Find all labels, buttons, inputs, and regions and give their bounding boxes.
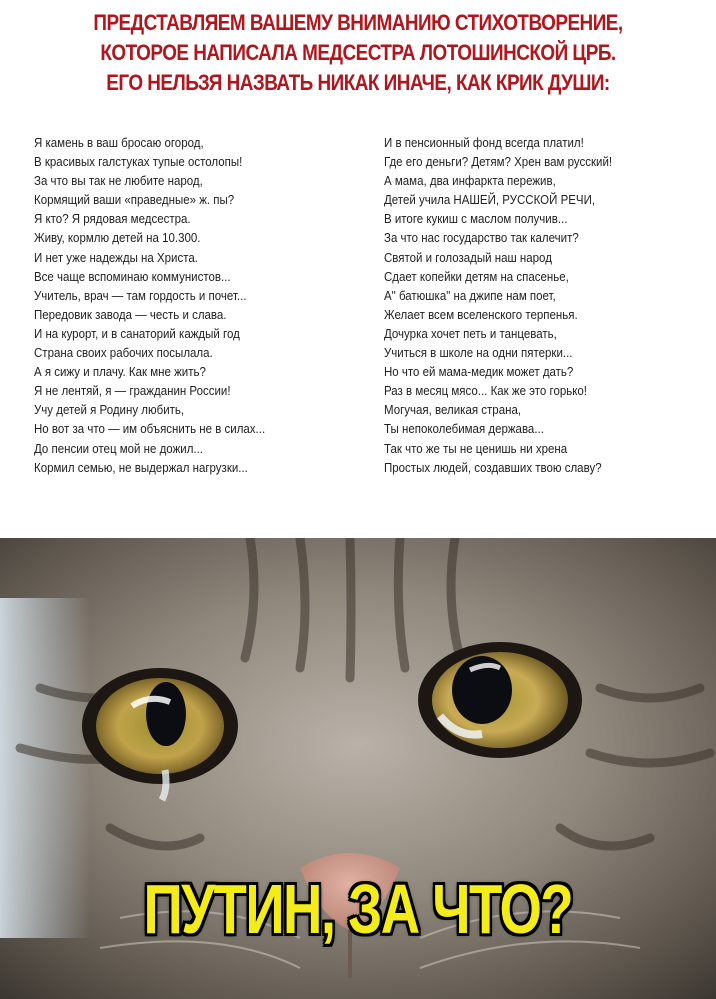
poem-line: И на курорт, и в санаторий каждый год (34, 326, 240, 341)
poem-line: Страна своих рабочих посылала. (34, 346, 213, 361)
caption-banner (0, 869, 716, 949)
headline-line-2: КОТОРОЕ НАПИСАЛА МЕДСЕСТРА ЛОТОШИНСКОЙ ЦРБ. (100, 40, 616, 65)
poem-line: Я не лентяй, я — гражданин России! (34, 384, 231, 399)
poem-line: Где его деньги? Детям? Хрен вам русский! (384, 155, 613, 170)
caption-text: ПУТИН, ЗА ЧТО? (143, 870, 573, 948)
poem-line: Учиться в школе на одни пятерки... (384, 346, 573, 361)
poem-line: Так что же ты не ценишь ни хрена (384, 441, 568, 456)
poem-line: А я сижу и плачу. Как мне жить? (34, 365, 206, 380)
headline-line-3: ЕГО НЕЛЬЗЯ НАЗВАТЬ НИКАК ИНАЧЕ, КАК КРИК ДУШИ: (106, 70, 610, 95)
poem-line: Желает всем вселенского терпенья. (384, 307, 578, 322)
headline (0, 8, 716, 98)
poem-line: В красивых галстуках тупые остолопы! (34, 155, 243, 170)
poem-line: Дочурка хочет петь и танцевать, (384, 326, 557, 341)
poem-line: В итоге кукиш с маслом получив... (384, 212, 568, 227)
poem-line: Простых людей, создавших твою славу? (384, 460, 602, 475)
poem-line: За что вы так не любите народ, (34, 174, 203, 189)
poem-line: И нет уже надежды на Христа. (34, 250, 198, 265)
poem-column-right (384, 134, 632, 478)
poem-line: Кормил семью, не выдержал нагрузки... (34, 460, 248, 475)
headline-line-1: ПРЕДСТАВЛЯЕМ ВАШЕМУ ВНИМАНИЮ СТИХОТВОРЕНИЕ, (93, 10, 623, 35)
poem-line: Ты непоколебимая держава... (384, 422, 544, 437)
poem-line: За что нас государство так калечит? (384, 231, 579, 246)
poem-line: Кормящий ваши «праведные» ж. пы? (34, 193, 235, 208)
poem-line: Святой и голозадый наш народ (384, 250, 552, 265)
poem-line: Все чаще вспоминаю коммунистов... (34, 269, 231, 284)
poem-line: Но что ей мама-медик может дать? (384, 365, 574, 380)
poem (0, 134, 716, 534)
poem-line: Живу, кормлю детей на 10.300. (34, 231, 201, 246)
poem-line: А мама, два инфаркта пережив, (384, 174, 556, 189)
poem-line: Раз в месяц мясо... Как же это горько! (384, 384, 588, 399)
poem-line: Учу детей я Родину любить, (34, 403, 185, 418)
poem-line: Передовик завода — честь и слава. (34, 307, 227, 322)
poem-line: Могучая, великая страна, (384, 403, 522, 418)
poem-line: Но вот за что — им объяснить не в силах... (34, 422, 266, 437)
poem-line: А" батюшка" на джипе нам поет, (384, 288, 556, 303)
poem-line: Я камень в ваш бросаю огород, (34, 136, 204, 150)
poem-line: Учитель, врач — там гордость и почет... (34, 288, 247, 303)
poem-line: Сдает копейки детям на спасенье, (384, 269, 569, 284)
poem-line: И в пенсионный фонд всегда платил! (384, 136, 584, 150)
poem-line: Детей учила НАШЕЙ, РУССКОЙ РЕЧИ, (384, 193, 596, 208)
poem-line: Я кто? Я рядовая медсестра. (34, 212, 191, 227)
poem-column-left (34, 134, 285, 478)
poem-line: До пенсии отец мой не дожил... (34, 441, 203, 456)
